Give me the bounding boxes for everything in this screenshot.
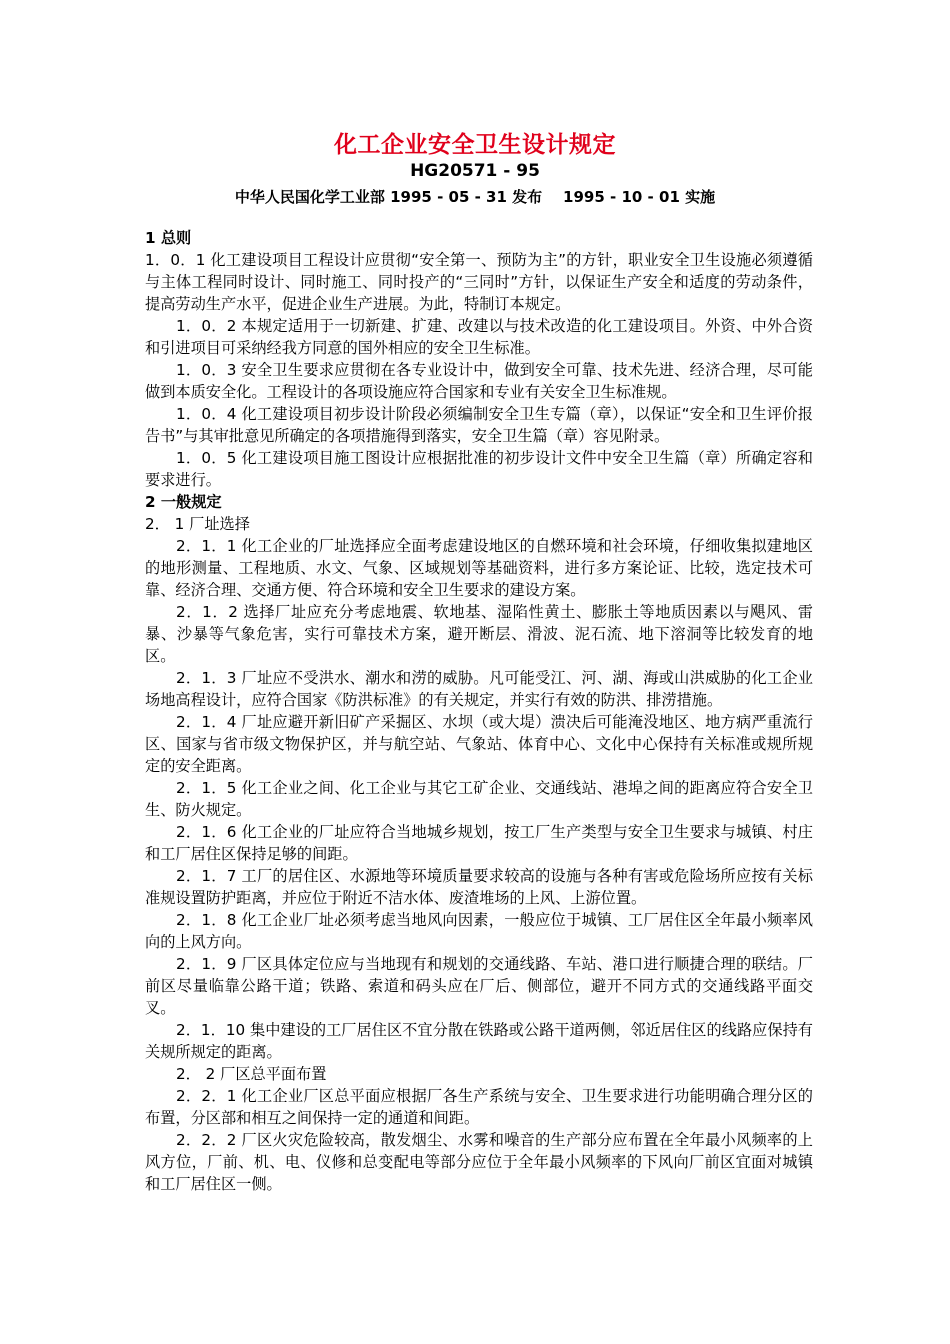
paragraph: 2．1．10 集中建设的工厂居住区不宜分散在铁路或公路干道两侧，邻近居住区的线路应保持有关规所规定的距离。 — [145, 1021, 813, 1061]
paragraph: 2．1．8 化工企业厂址必须考虑当地风向因素，一般应位于城镇、工厂居住区全年最小频率风向的上风方向。 — [145, 911, 813, 951]
paragraph: 2．1．4 厂址应避开新旧矿产采掘区、水坝（或大堤）溃决后可能淹没地区、地方病严重流行区、国家与省市级文物保护区，并与航空站、气象站、体育中心、文化中心保持有关标准或规所规定的安全距离。 — [145, 713, 813, 775]
paragraph: 1．0．3 安全卫生要求应贯彻在各专业设计中，做到安全可靠、技术先进、经济合理，尽可能做到本质安全化。工程设计的各项设施应符合国家和专业有关安全卫生标准规。 — [145, 361, 813, 401]
document-body — [145, 227, 813, 1195]
paragraph: 2．1．6 化工企业的厂址应符合当地城乡规划，按工厂生产类型与安全卫生要求与城镇、村庄和工厂居住区保持足够的间距。 — [145, 823, 813, 863]
document-title: 化工企业安全卫生设计规定 — [334, 132, 616, 158]
paragraph: 1．0．5 化工建设项目施工图设计应根据批准的初步设计文件中安全卫生篇（章）所确定容和要求进行。 — [145, 449, 813, 489]
paragraph: 2．1．5 化工企业之间、化工企业与其它工矿企业、交通线站、港埠之间的距离应符合安全卫生、防火规定。 — [145, 779, 813, 819]
paragraph: 1．0．4 化工建设项目初步设计阶段必须编制安全卫生专篇（章），以保证“安全和卫生评价报告书”与其审批意见所确定的各项措施得到落实，安全卫生篇（章）容见附录。 — [145, 405, 813, 445]
section-heading: 2 一般规定 — [145, 493, 222, 511]
paragraph: 2．1．2 选择厂址应充分考虑地震、软地基、湿陷性黄土、膨胀土等地质因素以与飓风、雷暴、沙暴等气象危害，实行可靠技术方案，避开断层、滑波、泥石流、地下溶洞等比较发育的地区。 — [145, 603, 813, 665]
paragraph: 1．0．1 化工建设项目工程设计应贯彻“安全第一、预防为主”的方针，职业安全卫生设施必须遵循与主体工程同时设计、同时施工、同时投产的“三同时”方针，以保证生产安全和适度的劳动条件，提高劳动生产水平，促进企业生产进展。为此，特制订本规定。 — [145, 251, 813, 313]
publication-info: 中华人民国化学工业部 1995 - 05 - 31 发布 1995 - 10 - 01 实施 — [234, 188, 716, 206]
paragraph: 2．2．2 厂区火灾危险较高，散发烟尘、水雾和噪音的生产部分应布置在全年最小风频率的上风方位，厂前、机、电、仪修和总变配电等部分应位于全年最小风频率的下风向厂前区宜面对城镇和工厂居住区一侧。 — [145, 1131, 813, 1193]
paragraph: 2．1．3 厂址应不受洪水、潮水和涝的威胁。凡可能受江、河、湖、海或山洪威胁的化工企业场地高程设计，应符合国家《防洪标准》的有关规定，并实行有效的防洪、排涝措施。 — [145, 669, 813, 709]
section-heading: 1 总则 — [145, 229, 192, 247]
paragraph: 2． 2 厂区总平面布置 — [176, 1065, 327, 1083]
standard-code: HG20571 - 95 — [410, 161, 540, 181]
paragraph: 2． 1 厂址选择 — [145, 515, 250, 533]
paragraph: 2．2．1 化工企业厂区总平面应根据厂各生产系统与安全、卫生要求进行功能明确合理分区的布置，分区部和相互之间保持一定的通道和间距。 — [145, 1087, 813, 1127]
paragraph: 2．1．7 工厂的居住区、水源地等环境质量要求较高的设施与各种有害或危险场所应按有关标准规设置防护距离，并应位于附近不洁水体、废渣堆场的上风、上游位置。 — [145, 867, 813, 907]
paragraph: 2．1．1 化工企业的厂址选择应全面考虑建设地区的自燃环境和社会环境，仔细收集拟建地区的地形测量、工程地质、水文、气象、区域规划等基础资料，进行多方案论证、比较，选定技术可靠、经济合理、交通方便、符合环境和安全卫生要求的建设方案。 — [145, 537, 813, 599]
paragraph: 1．0．2 本规定适用于一切新建、扩建、改建以与技术改造的化工建设项目。外资、中外合资和引进项目可采纳经我方同意的国外相应的安全卫生标准。 — [145, 317, 813, 357]
paragraph: 2．1．9 厂区具体定位应与当地现有和规划的交通线路、车站、港口进行顺捷合理的联结。厂前区尽量临靠公路干道；铁路、索道和码头应在厂后、侧部位，避开不同方式的交通线路平面交叉。 — [145, 955, 813, 1017]
